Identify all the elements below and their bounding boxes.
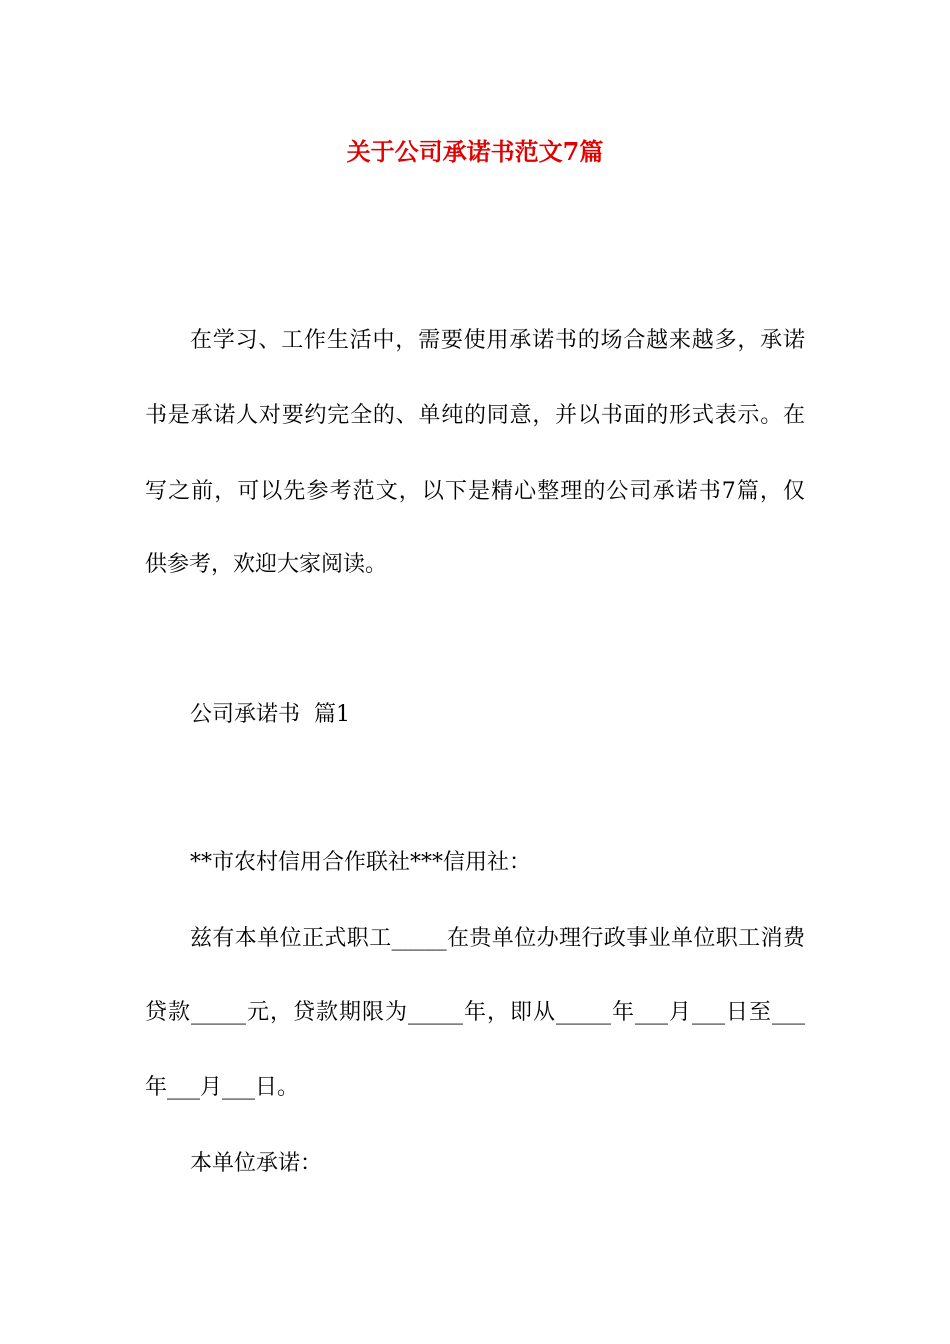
body-line-3: 年___月___日。 — [145, 1075, 300, 1100]
section-heading: 公司承诺书 篇1 — [190, 702, 350, 727]
intro-line-4: 供参考，欢迎大家阅读。 — [145, 552, 388, 577]
body-line-1: 兹有本单位正式职工_____在贵单位办理行政事业单位职工消费 — [190, 926, 805, 951]
intro-line-2: 书是承诺人对要约完全的、单纯的同意，并以书面的形式表示。在 — [145, 403, 805, 428]
intro-line-3: 写之前，可以先参考范文，以下是精心整理的公司承诺书7篇，仅 — [145, 479, 805, 504]
document-title: 关于公司承诺书范文7篇 — [346, 137, 604, 166]
body-line-2: 贷款_____元，贷款期限为_____年，即从_____年___月___日至___ — [145, 1000, 805, 1025]
intro-line-1: 在学习、工作生活中，需要使用承诺书的场合越来越多，承诺 — [190, 328, 805, 353]
commitment-heading: 本单位承诺： — [190, 1151, 323, 1176]
salutation: **市农村信用合作联社***信用社： — [190, 850, 532, 875]
